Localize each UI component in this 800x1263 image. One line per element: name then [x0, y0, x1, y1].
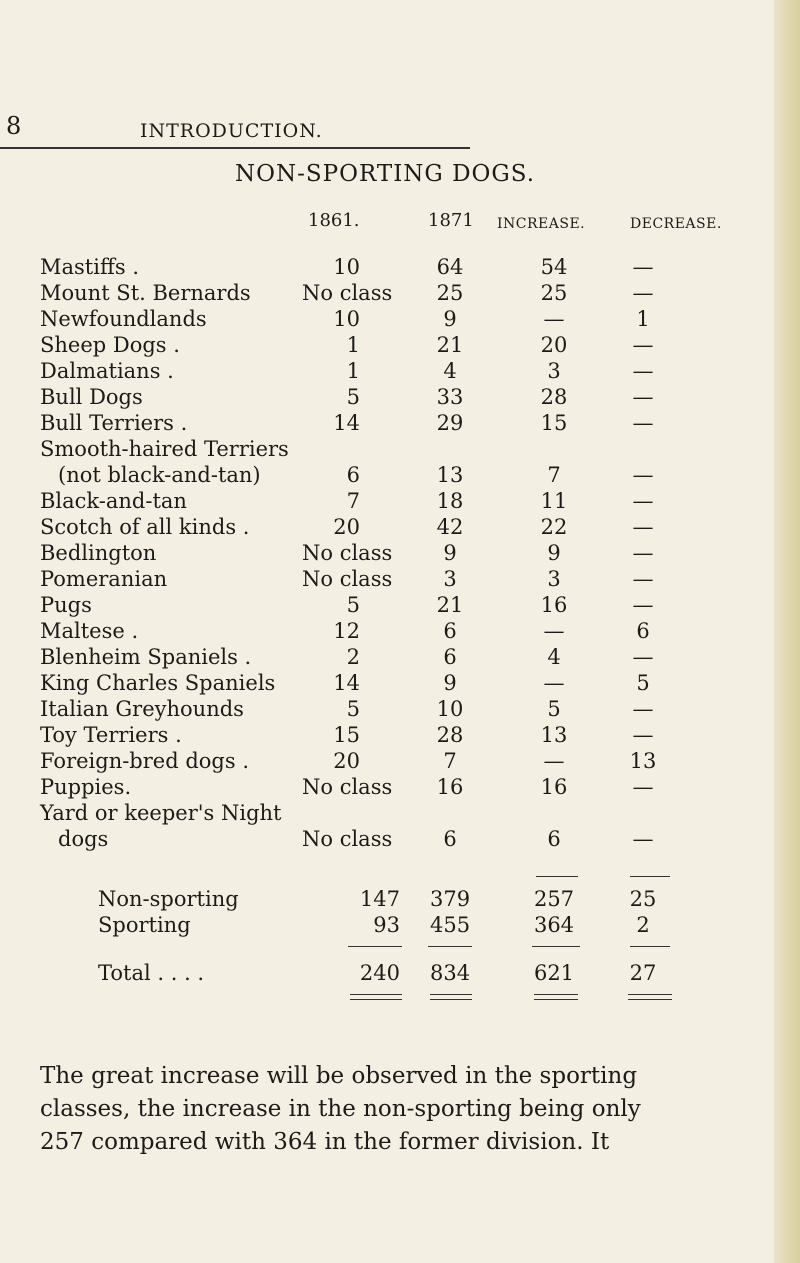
breed-name: (not black-and-tan): [58, 463, 261, 487]
value-decrease: —: [632, 463, 654, 487]
total-increase: 621: [533, 961, 575, 985]
value-1861: 6: [346, 463, 360, 487]
value-1871: 64: [436, 255, 464, 279]
value-1871: 28: [436, 723, 464, 747]
value-increase: 25: [540, 281, 568, 305]
value-decrease: 1: [636, 307, 650, 331]
breed-name: Black-and-tan: [40, 489, 187, 513]
value-increase: —: [543, 619, 565, 643]
value-decrease: —: [632, 333, 654, 357]
value-1871: 6: [443, 827, 457, 851]
value-1871: 16: [436, 775, 464, 799]
value-1861: 1: [346, 333, 360, 357]
value-1861: No class: [302, 775, 393, 799]
value-increase: 4: [547, 645, 561, 669]
table-row: [0, 697, 800, 723]
paragraph-line: The great increase will be observed in the sporting: [40, 1063, 638, 1089]
value-increase: 54: [540, 255, 568, 279]
table-row: [0, 749, 800, 775]
column-header-1871: 1871: [428, 210, 474, 231]
value-increase: 7: [547, 463, 561, 487]
header-rule: [0, 147, 470, 149]
total-row: [0, 961, 800, 987]
value-decrease: —: [632, 593, 654, 617]
increase-subtotal-rule: [536, 876, 578, 877]
value-1861: 93: [373, 913, 400, 937]
table-row: [0, 307, 800, 333]
value-decrease: —: [632, 775, 654, 799]
column-header-increase: INCREASE.: [497, 216, 586, 232]
value-1871: 33: [436, 385, 464, 409]
value-1861: 10: [333, 307, 360, 331]
value-1871: 9: [443, 671, 457, 695]
value-decrease: 2: [636, 913, 650, 937]
breed-name: Blenheim Spaniels .: [40, 645, 252, 669]
value-1861: 20: [333, 515, 360, 539]
value-1861: 5: [346, 593, 360, 617]
double-rule-1871: [430, 994, 472, 1000]
table-row: [0, 567, 800, 593]
value-decrease: —: [632, 255, 654, 279]
breed-name: Scotch of all kinds .: [40, 515, 250, 539]
summary-row: [0, 887, 800, 913]
table-row: [0, 333, 800, 359]
value-1871: 3: [443, 567, 457, 591]
value-1861: 147: [359, 887, 400, 911]
value-increase: —: [543, 307, 565, 331]
value-increase: 16: [540, 775, 568, 799]
double-rule-increase: [534, 994, 578, 1000]
table-row: [0, 463, 800, 489]
value-1861: 14: [333, 411, 360, 435]
breed-name: Mastiffs .: [40, 255, 140, 279]
table-row: [0, 645, 800, 671]
breed-name: Pomeranian: [40, 567, 168, 591]
row-name: Sporting: [98, 913, 191, 937]
value-increase: 364: [533, 913, 575, 937]
value-1861: 5: [346, 385, 360, 409]
value-1861: No class: [302, 567, 393, 591]
column-header-1861: 1861.: [308, 210, 360, 231]
value-1871: 6: [443, 619, 457, 643]
table-row: [0, 359, 800, 385]
value-decrease: —: [632, 567, 654, 591]
value-decrease: —: [632, 723, 654, 747]
value-increase: 257: [533, 887, 575, 911]
table-row: [0, 619, 800, 645]
breed-name: Sheep Dogs .: [40, 333, 180, 357]
table-row: [0, 411, 800, 437]
value-1871: 7: [443, 749, 457, 773]
value-1861: 5: [346, 697, 360, 721]
total-label: Total . . . .: [98, 961, 205, 985]
value-decrease: —: [632, 411, 654, 435]
value-increase: 22: [540, 515, 568, 539]
value-1861: No class: [302, 827, 393, 851]
value-1871: 21: [436, 593, 464, 617]
value-decrease: 6: [636, 619, 650, 643]
value-1871: 21: [436, 333, 464, 357]
value-decrease: —: [632, 359, 654, 383]
table-row: [0, 671, 800, 697]
value-increase: 16: [540, 593, 568, 617]
paragraph-line: 257 compared with 364 in the former division. It: [40, 1129, 610, 1155]
value-decrease: 5: [636, 671, 650, 695]
value-1871: 29: [436, 411, 464, 435]
value-increase: 15: [540, 411, 568, 435]
breed-name: Foreign-bred dogs .: [40, 749, 249, 773]
value-1871: 13: [436, 463, 464, 487]
value-increase: 3: [547, 567, 561, 591]
value-1871: 9: [443, 307, 457, 331]
table-row: [0, 541, 800, 567]
value-1871: 4: [443, 359, 457, 383]
total-rule-1861: [348, 946, 402, 947]
value-1871: 18: [436, 489, 464, 513]
double-rule-1861: [350, 994, 402, 1000]
breed-name: King Charles Spaniels: [40, 671, 276, 695]
table-row: [0, 489, 800, 515]
table-row: [0, 281, 800, 307]
value-decrease: 25: [629, 887, 657, 911]
value-1871: 42: [436, 515, 464, 539]
value-1861: 7: [346, 489, 360, 513]
table-title: NON-SPORTING DOGS.: [235, 161, 536, 187]
value-1871: 6: [443, 645, 457, 669]
row-name: Non-sporting: [98, 887, 239, 911]
paragraph-line: classes, the increase in the non-sporting being only: [40, 1096, 641, 1122]
breed-name: Newfoundlands: [40, 307, 207, 331]
total-rule-increase: [532, 946, 580, 947]
value-1871: 10: [436, 697, 464, 721]
value-decrease: —: [632, 827, 654, 851]
table-row: [0, 827, 800, 853]
value-1861: 1: [346, 359, 360, 383]
value-1861: 12: [333, 619, 360, 643]
column-header-decrease: DECREASE.: [630, 216, 722, 232]
value-increase: 11: [540, 489, 568, 513]
value-decrease: —: [632, 385, 654, 409]
total-1861: 240: [359, 961, 400, 985]
value-increase: 6: [547, 827, 561, 851]
table-row: [0, 775, 800, 801]
total-1871: 834: [430, 961, 471, 985]
breed-name: Bull Dogs: [40, 385, 143, 409]
table-row: [0, 723, 800, 749]
value-decrease: —: [632, 489, 654, 513]
value-decrease: —: [632, 697, 654, 721]
breed-name: Yard or keeper's Night: [40, 801, 282, 825]
breed-name: Bedlington: [40, 541, 157, 565]
decrease-subtotal-rule: [630, 876, 670, 877]
value-1861: No class: [302, 541, 393, 565]
breed-name: Bull Terriers .: [40, 411, 188, 435]
value-1861: 15: [333, 723, 360, 747]
table-row: [0, 801, 800, 827]
breed-name: Dalmatians .: [40, 359, 174, 383]
breed-name: Pugs: [40, 593, 92, 617]
value-increase: —: [543, 749, 565, 773]
double-rule-decrease: [628, 994, 672, 1000]
total-decrease: 27: [629, 961, 657, 985]
value-1871: 455: [430, 913, 471, 937]
total-rule-decrease: [630, 946, 670, 947]
value-decrease: —: [632, 541, 654, 565]
page-number: 8: [6, 112, 22, 140]
table-row: [0, 385, 800, 411]
value-1861: 10: [333, 255, 360, 279]
value-1861: No class: [302, 281, 393, 305]
table-row: [0, 593, 800, 619]
total-rule-1871: [428, 946, 472, 947]
breed-name: Toy Terriers .: [40, 723, 182, 747]
value-decrease: 13: [629, 749, 657, 773]
value-increase: 3: [547, 359, 561, 383]
value-increase: —: [543, 671, 565, 695]
value-increase: 28: [540, 385, 568, 409]
value-increase: 9: [547, 541, 561, 565]
table-row: [0, 515, 800, 541]
table-row: [0, 437, 800, 463]
running-title: INTRODUCTION.: [140, 120, 323, 142]
value-increase: 5: [547, 697, 561, 721]
table-row: [0, 255, 800, 281]
value-1871: 25: [436, 281, 464, 305]
summary-row: [0, 913, 800, 939]
body-paragraph: [40, 1060, 780, 1159]
value-decrease: —: [632, 281, 654, 305]
breed-name: Mount St. Bernards: [40, 281, 251, 305]
value-decrease: —: [632, 645, 654, 669]
value-increase: 20: [540, 333, 568, 357]
value-1871: 379: [430, 887, 471, 911]
value-1861: 14: [333, 671, 360, 695]
breed-name: dogs: [58, 827, 109, 851]
value-1861: 2: [346, 645, 360, 669]
breed-name: Maltese .: [40, 619, 139, 643]
breed-name: Puppies.: [40, 775, 132, 799]
breed-name: Smooth-haired Terriers: [40, 437, 289, 461]
breed-name: Italian Greyhounds: [40, 697, 244, 721]
value-increase: 13: [540, 723, 568, 747]
value-1871: 9: [443, 541, 457, 565]
value-decrease: —: [632, 515, 654, 539]
value-1861: 20: [333, 749, 360, 773]
